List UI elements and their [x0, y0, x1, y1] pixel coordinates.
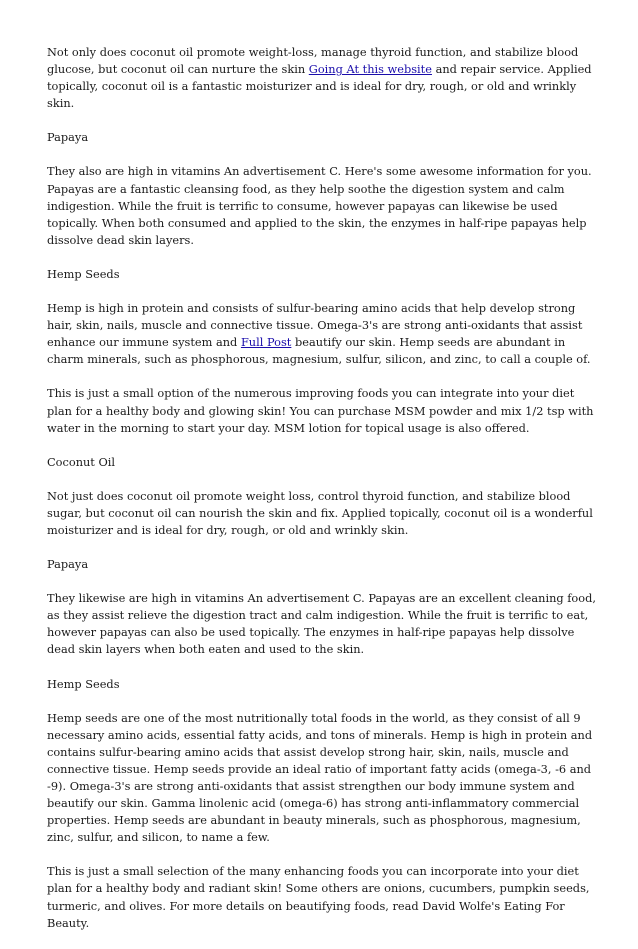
paragraph — [47, 300, 602, 368]
heading-text: Hemp Seeds — [47, 676, 120, 691]
paragraph-text: beautify our skin. Hemp seeds are abundant in charm minerals, such as phosphorous, magnesium, sulfur, silicon, and zinc, to call a couple of. — [47, 335, 591, 367]
paragraph-text: Hemp seeds are one of the most nutritionally total foods in the world, as they consist of all 9 necessary amino acids, essential fatty acids, and tons of minerals. Hemp is high in protein and contains sulfur-bearing amino acids that assist develop strong hair, skin, nails, muscle and connective tissue. Hemp seeds provide an ideal ratio of important fatty acids (omega-3, -6 and -9). Omega-3's are strong anti-oxidants that assist strengthen our body immune system and beautify our skin. Gamma linolenic acid (omega-6) has strong anti-inflammatory commercial properties. Hemp seeds are abundant in beauty minerals, such as phosphorous, magnesium, zinc, sulfur, and silicon, to name a few. — [47, 710, 593, 845]
paragraph — [47, 590, 602, 658]
paragraph — [47, 44, 602, 112]
paragraph-text: This is just a small option of the numerous improving foods you can integrate into your diet plan for a healthy body and glowing skin! You can purchase MSM powder and mix 1/2 tsp with water in the morning to start your day. MSM lotion for topical usage is also offered. — [47, 386, 594, 435]
inline-link[interactable]: Full Post — [240, 335, 292, 350]
paragraph-text: Not just does coconut oil promote weight loss, control thyroid function, and stabilize blood sugar, but coconut oil can nourish the skin and fix. Applied topically, coconut oil is a wonderful moisturizer and is ideal for dry, rough, or old and wrinkly skin. — [47, 488, 593, 537]
section-heading — [47, 266, 602, 283]
section-heading — [47, 556, 602, 573]
paragraph-text: This is just a small selection of the many enhancing foods you can incorporate into your diet plan for a healthy body and radiant skin! Some others are onions, cucumbers, pumpkin seeds, turmeric, and olives. For more details on beautifying foods, read David Wolfe's Eating For Beauty. — [47, 864, 590, 930]
inline-link[interactable]: Going At this website — [308, 62, 432, 77]
paragraph — [47, 385, 602, 436]
heading-text: Papaya — [47, 130, 89, 145]
heading-text: Coconut Oil — [47, 454, 116, 469]
paragraph-text: They likewise are high in vitamins An advertisement C. Papayas are an excellent cleaning food, as they assist relieve the digestion tract and calm indigestion. While the fruit is terrific to eat, however papayas can also be used topically. The enzymes in half-ripe papayas help dissolve dead skin layers when both eaten and used to the skin. — [47, 591, 596, 657]
paragraph-text: They also are high in vitamins An advertisement C. Here's some awesome information for you. Papayas are a fantastic cleansing food, as they help soothe the digestion system and calm indigestion. While the fruit is terrific to consume, however papayas can likewise be used topically. When both consumed and applied to the skin, the enzymes in half-ripe papayas help dissolve dead skin layers. — [47, 164, 592, 247]
document-body — [47, 44, 602, 949]
heading-text: Hemp Seeds — [47, 266, 120, 281]
paragraph — [47, 863, 602, 931]
paragraph-text: and repair service. Applied topically, coconut oil is a fantastic moisturizer and is ideal for dry, rough, or old and wrinkly skin. — [47, 62, 592, 111]
section-heading — [47, 454, 602, 471]
paragraph — [47, 710, 602, 847]
paragraph — [47, 488, 602, 539]
paragraph — [47, 163, 602, 248]
heading-text: Papaya — [47, 557, 89, 572]
section-heading — [47, 676, 602, 693]
paragraph-text: Not only does coconut oil promote weight-loss, manage thyroid function, and stabilize blood glucose, but coconut oil can nurture the skin — [47, 45, 579, 77]
paragraph-text: Hemp is high in protein and consists of sulfur-bearing amino acids that help develop strong hair, skin, nails, muscle and connective tissue. Omega-3's are strong anti-oxidants that assist enhance our immune system and — [47, 301, 583, 350]
section-heading — [47, 129, 602, 146]
